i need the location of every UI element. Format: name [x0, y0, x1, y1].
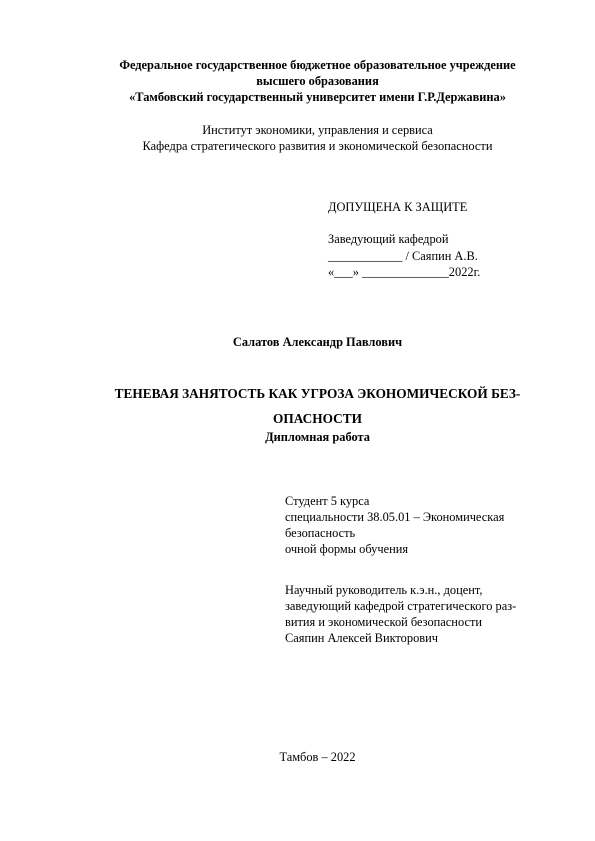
author-block [60, 334, 575, 350]
work-title-line-1: ТЕНЕВАЯ ЗАНЯТОСТЬ КАК УГРОЗА ЭКОНОМИЧЕСКОЙ БЕЗ- [114, 386, 521, 401]
approval-title: ДОПУЩЕНА К ЗАЩИТЕ [328, 200, 468, 214]
city-year-block [60, 749, 575, 765]
student-line-2: специальности 38.05.01 – Экономическая [285, 510, 505, 524]
city-year: Тамбов – 2022 [279, 750, 356, 764]
supervisor-block [285, 582, 516, 646]
organization-line-3: «Тамбовский государственный университет имени Г.Р.Державина» [129, 90, 506, 104]
institute-block [60, 122, 575, 154]
student-line-3: безопасность [285, 526, 356, 540]
organization-line-2: высшего образования [256, 74, 379, 88]
organization-line-1: Федеральное государственное бюджетное образовательное учреждение [119, 58, 516, 72]
supervisor-line-2: заведующий кафедрой стратегического раз- [285, 599, 517, 613]
approval-signature-line: ____________ / Саяпин А.В. [328, 248, 478, 263]
organization-header [60, 57, 575, 105]
approval-date-line: «___» ______________2022г. [328, 265, 481, 279]
work-title-block [60, 381, 575, 431]
author-name: Салатов Александр Павлович [232, 335, 403, 349]
approval-block [328, 199, 480, 281]
approval-role: Заведующий кафедрой [328, 232, 449, 246]
student-line-4: очной формы обучения [285, 542, 409, 556]
student-line-1: Студент 5 курса [285, 494, 370, 508]
supervisor-line-4: Саяпин Алексей Викторович [285, 631, 438, 645]
work-title-line-2: ОПАСНОСТИ [273, 411, 362, 426]
work-type: Дипломная работа [265, 430, 370, 444]
student-block [285, 493, 504, 557]
work-type-block [60, 429, 575, 445]
supervisor-line-3: вития и экономической безопасности [285, 615, 482, 629]
institute-name: Институт экономики, управления и сервиса [202, 123, 433, 137]
approval-spacer [328, 215, 480, 231]
department-name: Кафедра стратегического развития и экономической безопасности [142, 139, 493, 153]
supervisor-line-1: Научный руководитель к.э.н., доцент, [285, 583, 483, 597]
